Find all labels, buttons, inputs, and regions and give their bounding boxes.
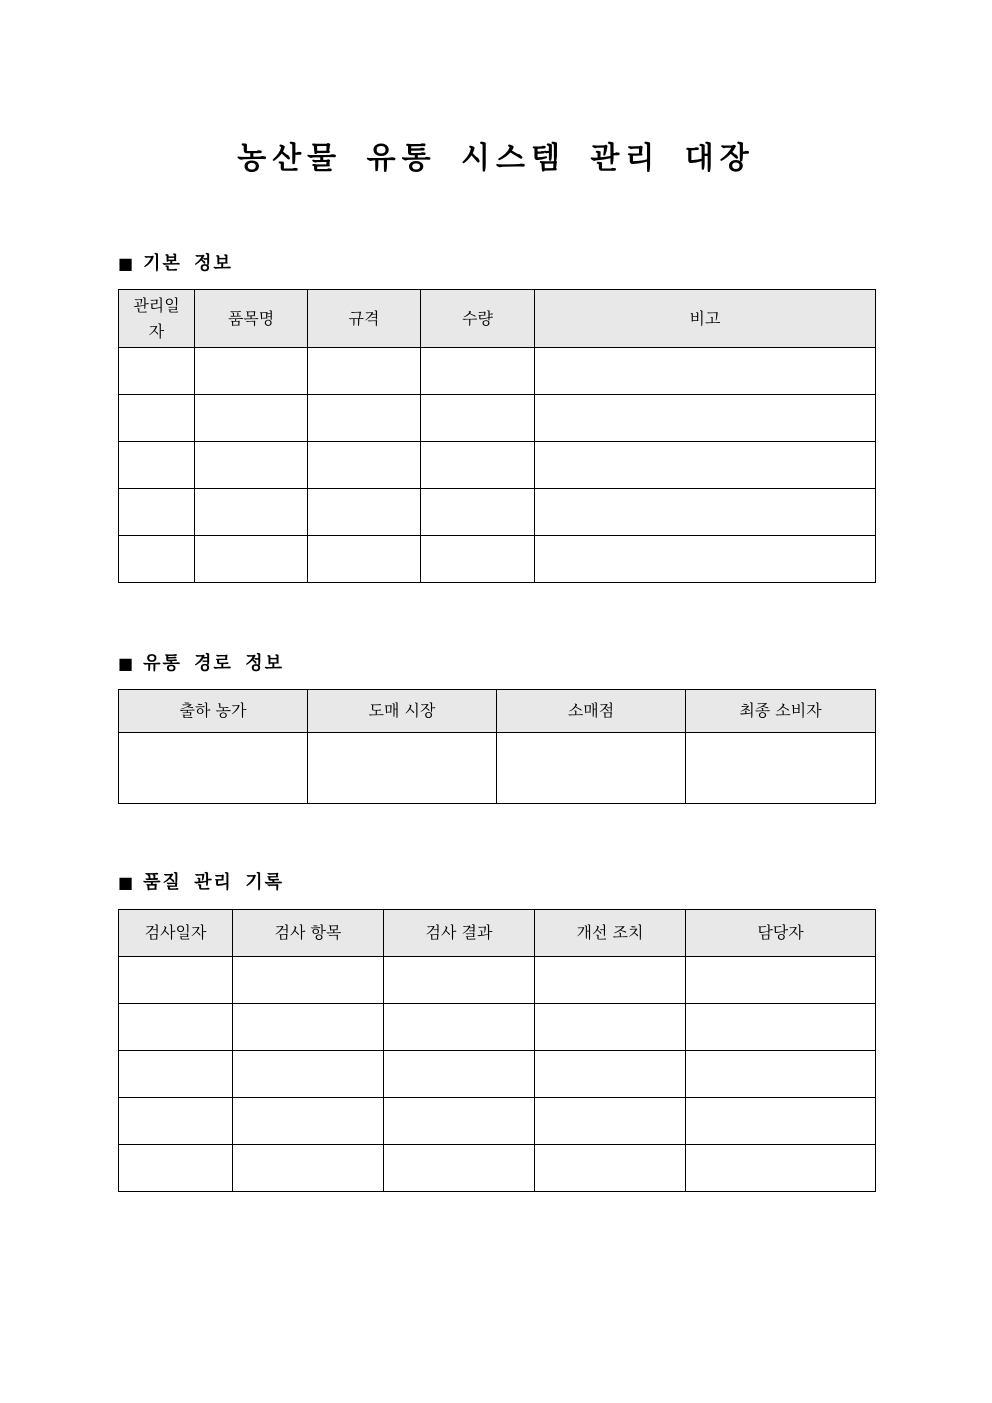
table-cell[interactable] [195, 348, 308, 395]
section-title-basic [118, 252, 233, 276]
column-header-wholesale: 도매 시장 [308, 690, 497, 733]
quality-record-table [118, 909, 876, 1192]
route-info-table [118, 689, 876, 804]
document-title: 농산물 유통 시스템 관리 대장 [237, 141, 755, 176]
table-header-row [119, 290, 876, 348]
column-header-spec: 규격 [308, 290, 421, 348]
table-cell[interactable] [384, 1051, 535, 1098]
table-cell[interactable] [119, 1051, 233, 1098]
table-cell[interactable] [421, 536, 535, 583]
table-header-row [119, 910, 876, 957]
table-row [119, 733, 876, 804]
basic-info-table [118, 289, 876, 583]
column-header-note: 비고 [535, 290, 876, 348]
table-cell[interactable] [119, 489, 195, 536]
column-header-inspect-date: 검사일자 [119, 910, 233, 957]
table-cell[interactable] [308, 395, 421, 442]
table-cell[interactable] [119, 395, 195, 442]
table-row [119, 536, 876, 583]
table-cell[interactable] [308, 442, 421, 489]
column-header-date: 관리일자 [119, 290, 195, 348]
table-cell[interactable] [535, 957, 686, 1004]
table-cell[interactable] [535, 536, 876, 583]
table-row [119, 1098, 876, 1145]
section-label-basic: 기본 정보 [143, 253, 233, 274]
table-cell[interactable] [384, 1098, 535, 1145]
table-cell[interactable] [421, 348, 535, 395]
table-row [119, 1145, 876, 1192]
table-cell[interactable] [535, 348, 876, 395]
table-cell[interactable] [535, 442, 876, 489]
column-header-consumer: 최종 소비자 [686, 690, 876, 733]
table-cell[interactable] [195, 395, 308, 442]
table-cell[interactable] [686, 957, 876, 1004]
table-cell[interactable] [421, 442, 535, 489]
table-cell[interactable] [535, 395, 876, 442]
table-cell[interactable] [119, 1145, 233, 1192]
column-header-inspect-result: 검사 결과 [384, 910, 535, 957]
table-cell[interactable] [535, 1145, 686, 1192]
table-cell[interactable] [195, 442, 308, 489]
column-header-item: 품목명 [195, 290, 308, 348]
table-cell[interactable] [535, 1004, 686, 1051]
table-cell[interactable] [421, 395, 535, 442]
table-cell[interactable] [686, 1098, 876, 1145]
table-cell[interactable] [119, 1098, 233, 1145]
table-row [119, 442, 876, 489]
table-row [119, 1051, 876, 1098]
column-header-farm: 출하 농가 [119, 690, 308, 733]
table-row [119, 957, 876, 1004]
table-cell[interactable] [535, 1098, 686, 1145]
table-cell[interactable] [535, 1051, 686, 1098]
section-title-route [118, 652, 284, 676]
table-cell[interactable] [119, 733, 308, 804]
table-cell[interactable] [233, 1051, 384, 1098]
column-header-action: 개선 조치 [535, 910, 686, 957]
table-row [119, 348, 876, 395]
table-cell[interactable] [119, 957, 233, 1004]
table-cell[interactable] [686, 1145, 876, 1192]
table-cell[interactable] [308, 489, 421, 536]
table-cell[interactable] [308, 536, 421, 583]
table-cell[interactable] [535, 489, 876, 536]
table-cell[interactable] [686, 1051, 876, 1098]
table-cell[interactable] [233, 1145, 384, 1192]
table-row [119, 1004, 876, 1051]
table-cell[interactable] [233, 1098, 384, 1145]
table-cell[interactable] [384, 1004, 535, 1051]
square-bullet-icon: ■ [118, 654, 136, 673]
table-cell[interactable] [119, 348, 195, 395]
section-title-quality [118, 871, 284, 895]
table-cell[interactable] [195, 489, 308, 536]
column-header-inspect-item: 검사 항목 [233, 910, 384, 957]
column-header-retail: 소매점 [497, 690, 686, 733]
table-row [119, 395, 876, 442]
table-cell[interactable] [421, 489, 535, 536]
column-header-qty: 수량 [421, 290, 535, 348]
square-bullet-icon: ■ [118, 873, 136, 892]
table-cell[interactable] [119, 536, 195, 583]
table-cell[interactable] [686, 1004, 876, 1051]
table-cell[interactable] [119, 1004, 233, 1051]
column-header-manager: 담당자 [686, 910, 876, 957]
table-cell[interactable] [308, 733, 497, 804]
square-bullet-icon: ■ [118, 254, 136, 273]
table-cell[interactable] [497, 733, 686, 804]
table-cell[interactable] [384, 1145, 535, 1192]
table-cell[interactable] [308, 348, 421, 395]
table-cell[interactable] [233, 1004, 384, 1051]
table-header-row [119, 690, 876, 733]
table-cell[interactable] [233, 957, 384, 1004]
table-row [119, 489, 876, 536]
table-cell[interactable] [686, 733, 876, 804]
table-cell[interactable] [119, 442, 195, 489]
section-label-quality: 품질 관리 기록 [143, 872, 284, 893]
table-cell[interactable] [195, 536, 308, 583]
table-cell[interactable] [384, 957, 535, 1004]
section-label-route: 유통 경로 정보 [143, 653, 284, 674]
